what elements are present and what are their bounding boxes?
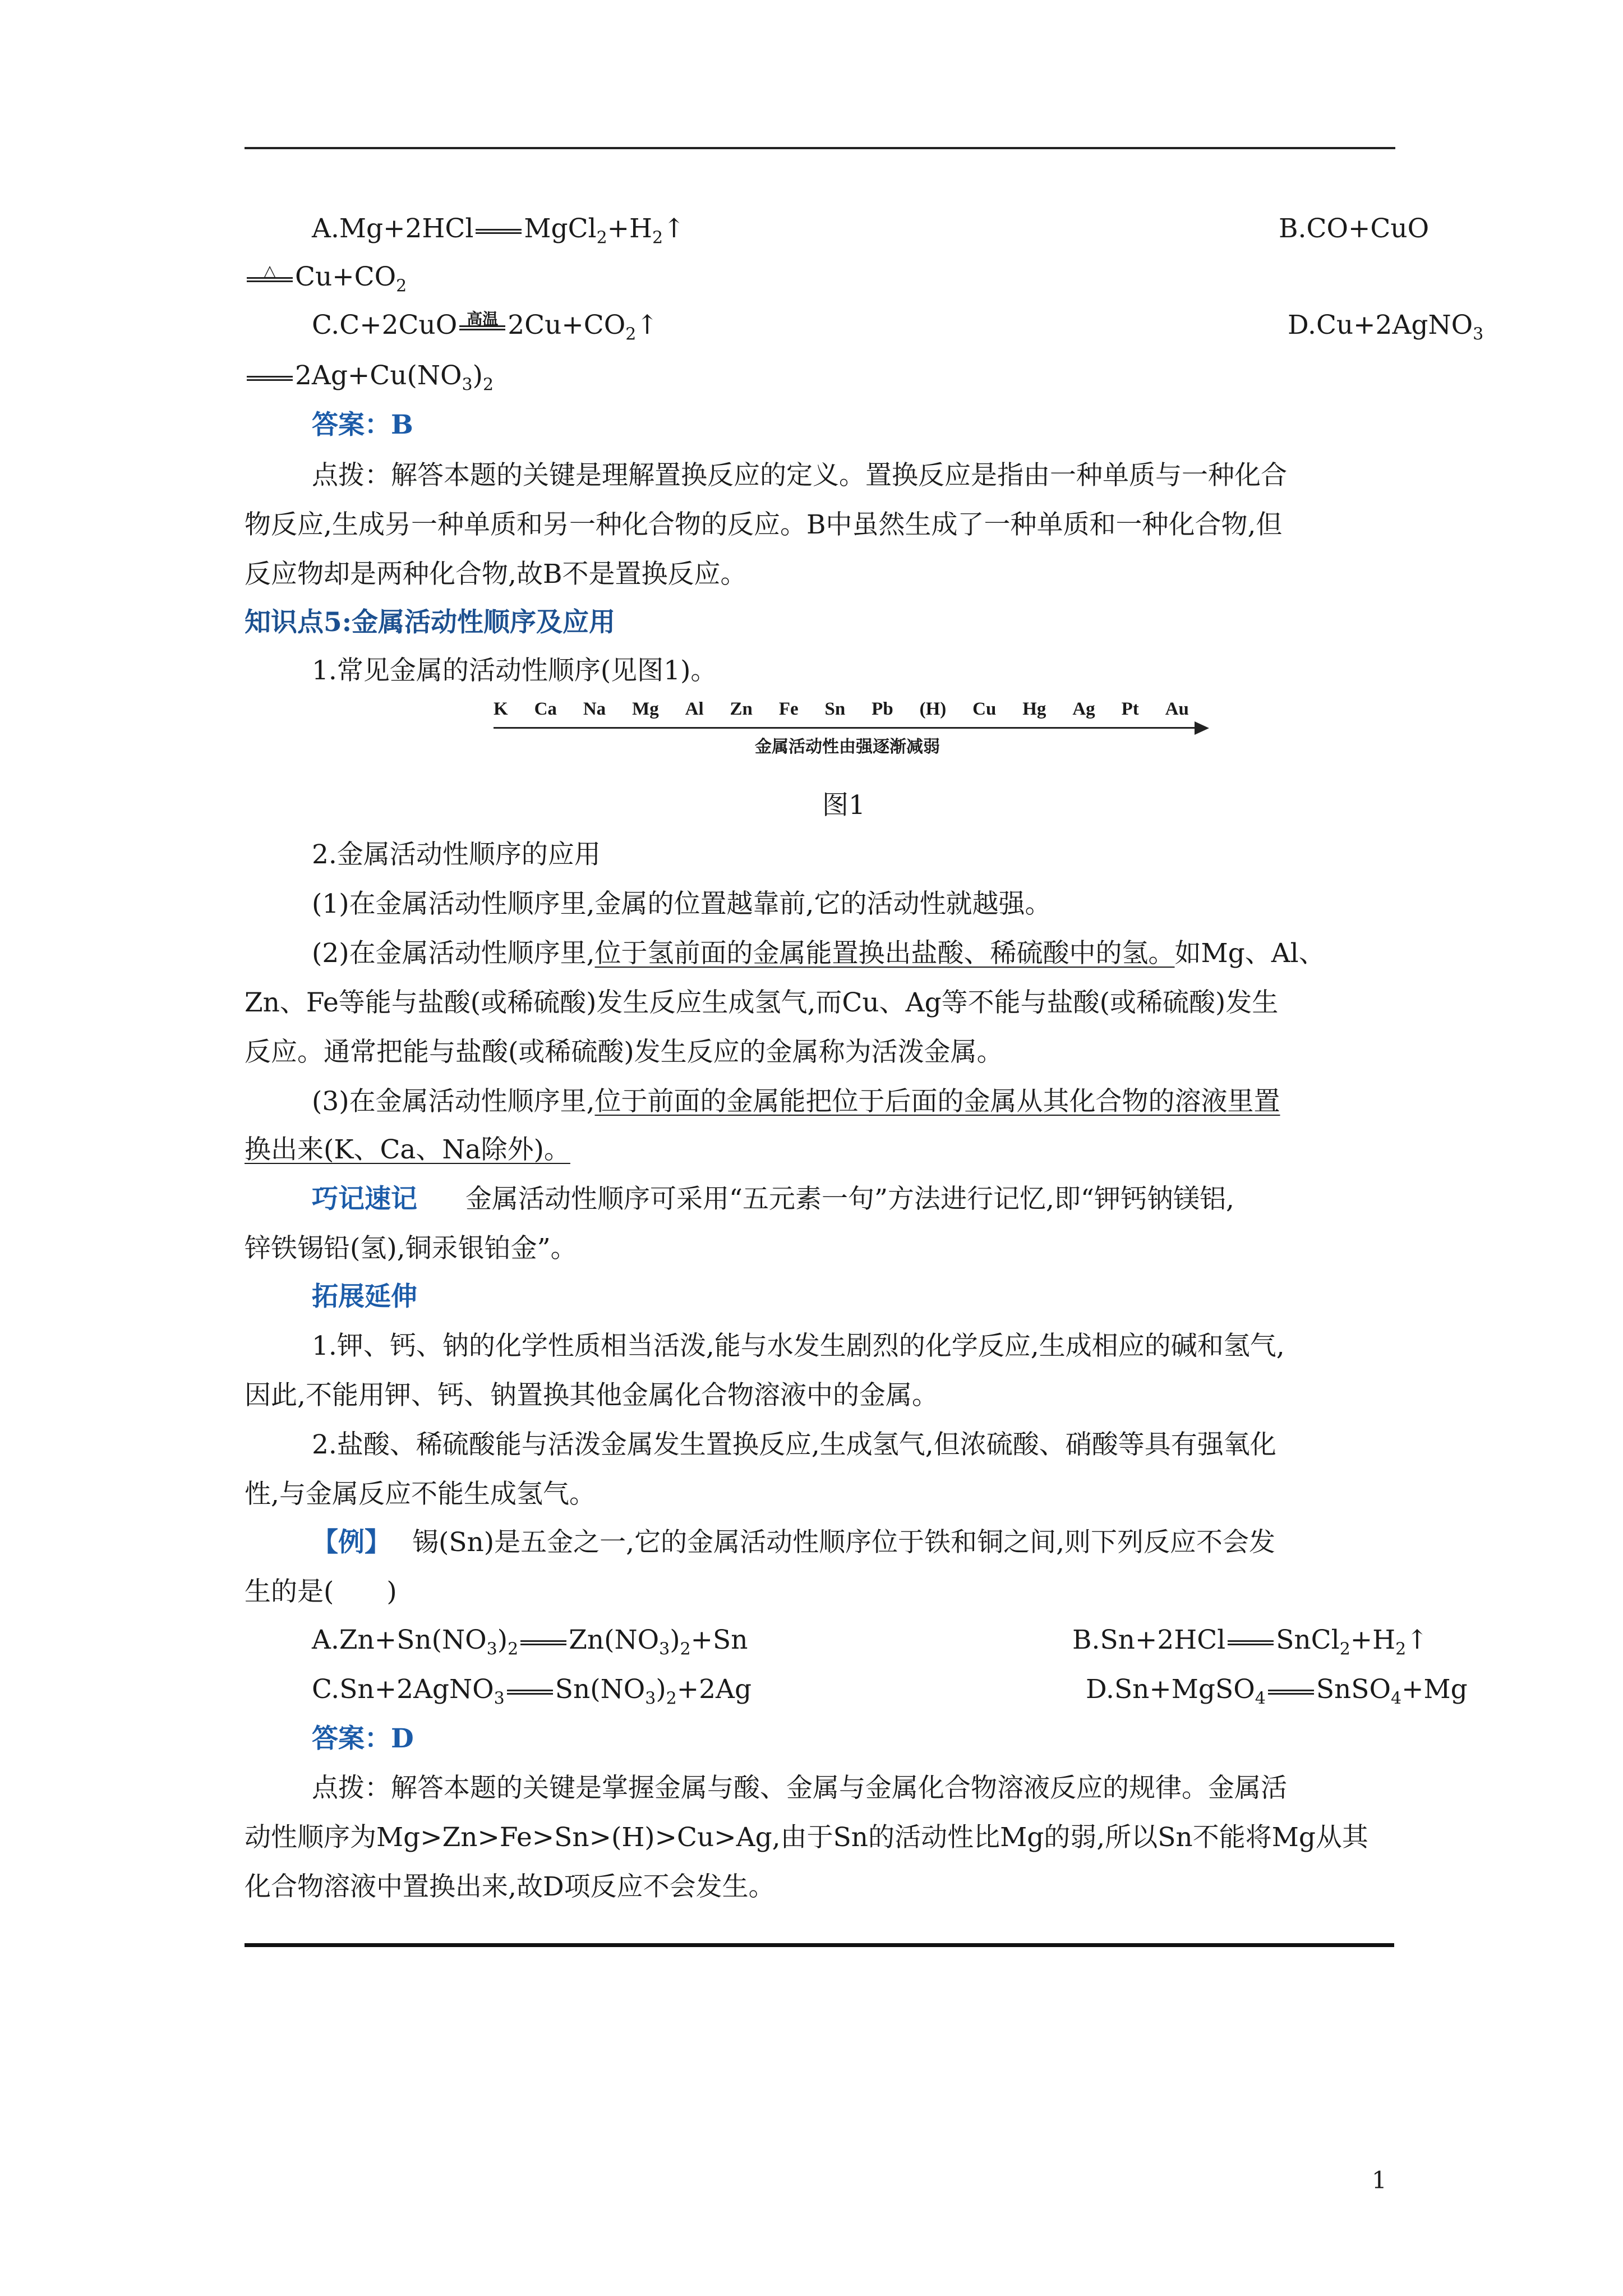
element-na: Na (583, 699, 606, 719)
rule-2-prefix: (2)在金属活动性顺序里, (312, 938, 595, 969)
paren: ) (497, 1625, 508, 1655)
equals-sign-high-temp (459, 310, 505, 333)
example-stem: 锡(Sn)是五金之一,它的金属活动性顺序位于铁和铜之间,则下列反应不会发 (412, 1527, 1276, 1558)
example-option-b (1072, 1623, 1428, 1657)
option-b (1279, 212, 1429, 246)
element-k: K (494, 699, 508, 719)
example-option-c (312, 1673, 752, 1709)
rule-2-suffix: 如Mg、Al、 (1174, 938, 1325, 969)
subscript: 2 (666, 1688, 677, 1709)
equals-sign (1228, 1636, 1274, 1648)
option-a-product-2: +H (607, 213, 653, 244)
activity-series-figure (494, 699, 1211, 761)
subscript: 3 (494, 1688, 505, 1709)
condition-high-temp: 高温 (467, 310, 499, 328)
option-b-cont (245, 260, 407, 294)
option-b-products: Cu+CO (295, 261, 396, 292)
note-2-line-1: 点拨：解答本题的关键是掌握金属与酸、金属与金属化合物溶液反应的规律。金属活 (312, 1773, 1287, 1803)
subscript: 2 (680, 1639, 691, 1659)
option-d-cont (245, 359, 494, 393)
equals-sign (1268, 1686, 1314, 1697)
example-option-a (312, 1623, 748, 1657)
activity-series-elements (494, 699, 1189, 720)
subscript: 2 (1395, 1639, 1407, 1659)
rule-3-underlined: 位于前面的金属能把位于后面的金属从其化合物的溶液里置 (594, 1086, 1280, 1117)
page-number: 1 (1372, 2166, 1387, 2194)
footer-rule (245, 1943, 1394, 1947)
ex-a-reactants: A.Zn+Sn(NO (312, 1625, 487, 1655)
answer-2: 答案：D (312, 1723, 414, 1754)
subscript: 3 (1473, 324, 1484, 344)
ex-b-reactants: B.Sn+2HCl (1072, 1625, 1226, 1655)
example-tag: 【例】 (312, 1527, 391, 1558)
element-fe: Fe (778, 699, 799, 719)
element-pt: Pt (1121, 699, 1139, 719)
option-a (312, 212, 685, 246)
ex-d-reactants: D.Sn+MgSO (1086, 1674, 1255, 1705)
series-arrow-line (494, 727, 1201, 729)
ex-d-products: SnSO (1316, 1674, 1391, 1705)
rule-3-underlined-2: 换出来(K、Ca、Na除外)。 (245, 1134, 570, 1165)
element-al: Al (685, 699, 704, 719)
option-d-products: 2Ag+Cu(NO (295, 360, 462, 391)
equals-sign (507, 1686, 553, 1697)
option-d (1288, 309, 1483, 342)
rule-3-line-1 (312, 1085, 1280, 1119)
element-h: (H) (919, 699, 947, 719)
paren: ) (670, 1625, 680, 1655)
subscript: 2 (1339, 1639, 1350, 1659)
item-2: 2.金属活动性顺序的应用 (312, 839, 601, 870)
element-hg: Hg (1022, 699, 1046, 719)
subscript: 3 (645, 1688, 656, 1709)
option-a-reactants: A.Mg+2HCl (312, 213, 474, 244)
header-rule (245, 147, 1395, 149)
rule-2-line-1 (312, 937, 1325, 970)
equals-sign-heat (247, 261, 293, 284)
gas-arrow: ↑ (636, 310, 658, 341)
subscript: 2 (596, 228, 607, 248)
gas-arrow: ↑ (663, 213, 685, 244)
ex-d-products-2: +Mg (1401, 1674, 1468, 1705)
rule-1: (1)在金属活动性顺序里,金属的位置越靠前,它的活动性就越强。 (312, 889, 1052, 919)
element-cu: Cu (972, 699, 997, 719)
example-option-d (1086, 1673, 1468, 1709)
option-b-reactants: B.CO+CuO (1279, 213, 1430, 244)
subscript: 2 (396, 276, 407, 296)
extension-label: 拓展延伸 (312, 1281, 417, 1312)
example-line-2: 生的是( ) (245, 1576, 397, 1607)
element-pb: Pb (872, 699, 893, 719)
note-2-line-2: 动性顺序为Mg>Zn>Fe>Sn>(H)>Cu>Ag,由于Sn的活动性比Mg的弱,所以Sn不能将Mg从其 (245, 1822, 1368, 1853)
tip-text: 金属活动性顺序可采用“五元素一句”方法进行记忆,即“钾钙钠镁铝, (465, 1184, 1234, 1214)
ex-a-products: Zn(NO (569, 1625, 660, 1655)
rule-3-prefix: (3)在金属活动性顺序里, (312, 1086, 595, 1117)
equals-sign (247, 372, 293, 383)
subscript: 4 (1255, 1688, 1266, 1709)
example-line-1 (312, 1526, 1275, 1559)
subscript: 2 (482, 375, 494, 395)
subscript: 2 (652, 228, 663, 248)
rule-2-underlined: 位于氢前面的金属能置换出盐酸、稀硫酸中的氢。 (594, 938, 1175, 969)
paren: ) (472, 360, 483, 391)
option-c-products: 2Cu+CO (508, 310, 626, 341)
option-a-product: MgCl (524, 213, 597, 244)
note-1-line-3: 反应物却是两种化合物,故B不是置换反应。 (245, 559, 747, 590)
option-c (312, 309, 658, 342)
rule-3-line-2 (245, 1133, 570, 1167)
note-2-line-3: 化合物溶液中置换出来,故D项反应不会发生。 (245, 1871, 775, 1902)
ex-b-products-2: +H (1350, 1625, 1396, 1655)
equals-sign (476, 225, 522, 236)
ex-c-products-2: +2Ag (676, 1674, 752, 1705)
paren: ) (656, 1674, 666, 1705)
gas-arrow: ↑ (1406, 1625, 1428, 1655)
element-ag: Ag (1072, 699, 1095, 719)
condition-heat: △ (264, 261, 276, 280)
tip-line-2: 锌铁锡铅(氢),铜汞银铂金”。 (245, 1233, 577, 1264)
ex-a-products-2: +Sn (690, 1625, 748, 1655)
series-arrow-caption: 金属活动性由强逐渐减弱 (755, 737, 940, 757)
ex-b-products: SnCl (1276, 1625, 1340, 1655)
subscript: 3 (659, 1639, 670, 1659)
equals-sign (520, 1636, 566, 1648)
subscript: 2 (508, 1639, 519, 1659)
extension-1-line-1: 1.钾、钙、钠的化学性质相当活泼,能与水发生剧烈的化学反应,生成相应的碱和氢气, (312, 1331, 1285, 1361)
note-1-line-1: 点拨：解答本题的关键是理解置换反应的定义。置换反应是指由一种单质与一种化合 (312, 460, 1287, 491)
rule-2-line-3: 反应。通常把能与盐酸(或稀硫酸)发生反应的金属称为活泼金属。 (245, 1037, 1003, 1068)
subscript: 4 (1391, 1688, 1402, 1709)
tip-label: 巧记速记 (312, 1184, 417, 1214)
answer-1: 答案：B (312, 409, 413, 440)
item-1: 1.常见金属的活动性顺序(见图1)。 (312, 655, 717, 686)
rule-2-line-2: Zn、Fe等能与盐酸(或稀硫酸)发生反应生成氢气,而Cu、Ag等不能与盐酸(或稀硫酸)发生 (245, 987, 1279, 1018)
extension-2-line-1: 2.盐酸、稀硫酸能与活泼金属发生置换反应,生成氢气,但浓硫酸、硝酸等具有强氧化 (312, 1429, 1276, 1460)
subscript: 3 (486, 1639, 497, 1659)
subscript: 2 (625, 324, 637, 344)
ex-c-reactants: C.Sn+2AgNO (312, 1674, 494, 1705)
element-ca: Ca (534, 699, 557, 719)
option-c-reactants: C.C+2CuO (312, 310, 458, 341)
extension-1-line-2: 因此,不能用钾、钙、钠置换其他金属化合物溶液中的金属。 (245, 1380, 938, 1411)
extension-2-line-2: 性,与金属反应不能生成氢气。 (245, 1479, 596, 1510)
element-sn: Sn (824, 699, 846, 719)
section-heading: 知识点5:金属活动性顺序及应用 (245, 607, 616, 638)
option-d-reactants: D.Cu+2AgNO (1288, 310, 1473, 341)
element-mg: Mg (632, 699, 659, 719)
figure-label: 图1 (822, 790, 865, 821)
note-1-line-2: 物反应,生成另一种单质和另一种化合物的反应。B中虽然生成了一种单质和一种化合物,但 (245, 509, 1283, 540)
subscript: 3 (462, 375, 473, 395)
element-zn: Zn (730, 699, 753, 719)
element-au: Au (1165, 699, 1189, 719)
ex-c-products: Sn(NO (555, 1674, 645, 1705)
tip-line-1 (312, 1182, 1234, 1216)
